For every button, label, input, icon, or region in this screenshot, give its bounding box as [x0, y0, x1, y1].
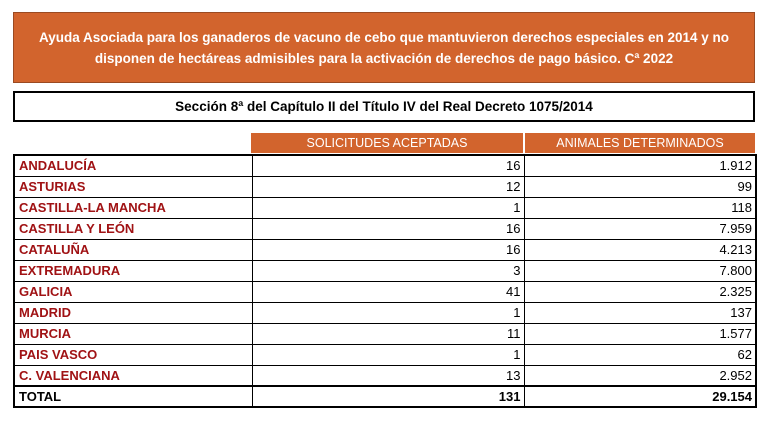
region-cell: CASTILLA-LA MANCHA: [14, 197, 252, 218]
table-row: [14, 218, 756, 239]
table-row: [14, 239, 756, 260]
solicitudes-cell: 16: [252, 218, 524, 239]
data-table: [13, 154, 757, 408]
animales-cell: 4.213: [524, 239, 756, 260]
solicitudes-cell: 13: [252, 365, 524, 386]
total-label: TOTAL: [14, 386, 252, 407]
region-cell: CATALUÑA: [14, 239, 252, 260]
solicitudes-cell: 1: [252, 302, 524, 323]
region-cell: MURCIA: [14, 323, 252, 344]
animales-cell: 99: [524, 176, 756, 197]
solicitudes-cell: 3: [252, 260, 524, 281]
region-cell: MADRID: [14, 302, 252, 323]
animales-cell: 7.800: [524, 260, 756, 281]
animales-cell: 1.912: [524, 155, 756, 176]
report-title: Ayuda Asociada para los ganaderos de vacuno de cebo que mantuvieron derechos especiales en 2014 y no disponen de hectáreas admisibles para la activación de derechos de pago básico. Cª 2022: [39, 29, 729, 66]
solicitudes-cell: 1: [252, 344, 524, 365]
region-cell: C. VALENCIANA: [14, 365, 252, 386]
solicitudes-cell: 1: [252, 197, 524, 218]
table-row: [14, 260, 756, 281]
animales-cell: 2.952: [524, 365, 756, 386]
total-animales: 29.154: [524, 386, 756, 407]
total-solicitudes: 131: [252, 386, 524, 407]
table-row: [14, 302, 756, 323]
table-row: [14, 176, 756, 197]
region-cell: ASTURIAS: [14, 176, 252, 197]
animales-cell: 137: [524, 302, 756, 323]
table-row: [14, 323, 756, 344]
column-header-solicitudes: SOLICITUDES ACEPTADAS: [251, 133, 523, 153]
region-cell: EXTREMADURA: [14, 260, 252, 281]
table-row: [14, 365, 756, 386]
solicitudes-cell: 12: [252, 176, 524, 197]
table-row: [14, 197, 756, 218]
animales-cell: 7.959: [524, 218, 756, 239]
region-cell: PAIS VASCO: [14, 344, 252, 365]
report-title-banner: [13, 12, 755, 83]
region-cell: ANDALUCÍA: [14, 155, 252, 176]
solicitudes-cell: 16: [252, 239, 524, 260]
total-row: [14, 386, 756, 407]
solicitudes-cell: 41: [252, 281, 524, 302]
animales-cell: 2.325: [524, 281, 756, 302]
solicitudes-cell: 16: [252, 155, 524, 176]
table-row: [14, 344, 756, 365]
section-heading-box: [13, 91, 755, 122]
table-row: [14, 281, 756, 302]
column-header-animales: ANIMALES DETERMINADOS: [525, 133, 755, 153]
animales-cell: 118: [524, 197, 756, 218]
region-cell: CASTILLA Y LEÓN: [14, 218, 252, 239]
table-row: [14, 155, 756, 176]
region-cell: GALICIA: [14, 281, 252, 302]
animales-cell: 1.577: [524, 323, 756, 344]
animales-cell: 62: [524, 344, 756, 365]
section-heading: Sección 8ª del Capítulo II del Título IV del Real Decreto 1075/2014: [175, 99, 593, 114]
solicitudes-cell: 11: [252, 323, 524, 344]
